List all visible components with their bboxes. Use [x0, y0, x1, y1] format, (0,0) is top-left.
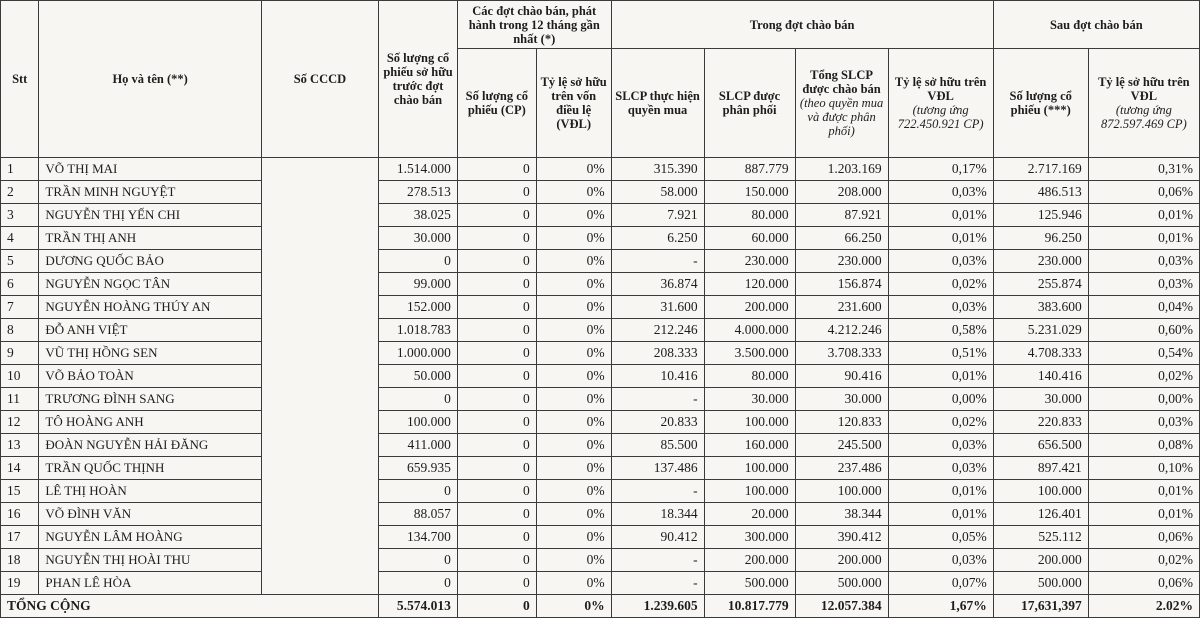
cell-ratio-after: 0,02% [1088, 365, 1199, 388]
cell-slcp-rights: 6.250 [611, 227, 704, 250]
cell-shares-before: 1.000.000 [379, 342, 458, 365]
cell-after-qty: 486.513 [993, 181, 1088, 204]
total-row [1, 595, 1200, 618]
table-row [1, 503, 1200, 526]
header-ratio-after [1088, 49, 1199, 158]
cell-slcp-alloc: 20.000 [704, 503, 795, 526]
cell-ratio-after: 0,01% [1088, 227, 1199, 250]
cell-ratio-in: 0,03% [888, 250, 993, 273]
cell-slcp-rights: 315.390 [611, 158, 704, 181]
header-total-slcp-note: (theo quyền mua và được phân phối) [799, 96, 884, 138]
table-footer [1, 595, 1200, 618]
cell-ratio-in: 0,51% [888, 342, 993, 365]
cell-prev-qty: 0 [457, 480, 536, 503]
cell-slcp-rights: 90.412 [611, 526, 704, 549]
cell-prev-ratio: 0% [536, 365, 611, 388]
table-row [1, 273, 1200, 296]
cell-stt: 6 [1, 273, 39, 296]
cell-stt: 7 [1, 296, 39, 319]
table-row [1, 365, 1200, 388]
cell-shares-before: 0 [379, 572, 458, 595]
cell-ratio-in: 0,03% [888, 434, 993, 457]
header-total-slcp [795, 49, 888, 158]
cell-slcp-rights: 58.000 [611, 181, 704, 204]
cell-cccd [261, 273, 378, 296]
cell-shares-before: 0 [379, 480, 458, 503]
cell-total-slcp: 200.000 [795, 549, 888, 572]
cell-slcp-rights: 7.921 [611, 204, 704, 227]
cell-slcp-rights: - [611, 250, 704, 273]
header-ratio-in-title: Tỷ lệ sở hữu trên VĐL [894, 75, 987, 103]
cell-name: VÕ BẢO TOÀN [39, 365, 261, 388]
total-prev-ratio: 0% [536, 595, 611, 618]
table-row [1, 319, 1200, 342]
cell-prev-ratio: 0% [536, 250, 611, 273]
cell-after-qty: 525.112 [993, 526, 1088, 549]
cell-total-slcp: 1.203.169 [795, 158, 888, 181]
cell-stt: 11 [1, 388, 39, 411]
cell-ratio-in: 0,01% [888, 365, 993, 388]
cell-after-qty: 220.833 [993, 411, 1088, 434]
cell-prev-qty: 0 [457, 158, 536, 181]
table-row [1, 549, 1200, 572]
cell-cccd [261, 457, 378, 480]
cell-shares-before: 100.000 [379, 411, 458, 434]
cell-stt: 2 [1, 181, 39, 204]
cell-total-slcp: 230.000 [795, 250, 888, 273]
cell-after-qty: 100.000 [993, 480, 1088, 503]
cell-prev-ratio: 0% [536, 388, 611, 411]
cell-ratio-after: 0,08% [1088, 434, 1199, 457]
cell-after-qty: 255.874 [993, 273, 1088, 296]
cell-name: ĐOÀN NGUYỄN HẢI ĐĂNG [39, 434, 261, 457]
cell-ratio-in: 0,03% [888, 549, 993, 572]
cell-ratio-in: 0,03% [888, 296, 993, 319]
cell-prev-ratio: 0% [536, 480, 611, 503]
cell-ratio-after: 0,02% [1088, 549, 1199, 572]
cell-prev-qty: 0 [457, 227, 536, 250]
cell-shares-before: 99.000 [379, 273, 458, 296]
header-shares-before: Số lượng cổ phiếu sở hữu trước đợt chào bán [379, 1, 458, 158]
cell-name: NGUYỄN THỊ YẾN CHI [39, 204, 261, 227]
table-header [1, 1, 1200, 158]
cell-prev-qty: 0 [457, 204, 536, 227]
cell-ratio-after: 0,10% [1088, 457, 1199, 480]
cell-total-slcp: 390.412 [795, 526, 888, 549]
cell-prev-ratio: 0% [536, 434, 611, 457]
cell-name: VŨ THỊ HỒNG SEN [39, 342, 261, 365]
cell-stt: 8 [1, 319, 39, 342]
cell-ratio-in: 0,01% [888, 227, 993, 250]
cell-ratio-in: 0,00% [888, 388, 993, 411]
cell-total-slcp: 66.250 [795, 227, 888, 250]
cell-ratio-after: 0,04% [1088, 296, 1199, 319]
total-ratio-after: 2.02% [1088, 595, 1199, 618]
header-prev-ratio: Tỷ lệ sở hữu trên vốn điều lệ (VĐL) [536, 49, 611, 158]
cell-slcp-alloc: 300.000 [704, 526, 795, 549]
cell-total-slcp: 237.486 [795, 457, 888, 480]
cell-stt: 5 [1, 250, 39, 273]
table-row [1, 480, 1200, 503]
table-row [1, 158, 1200, 181]
cell-slcp-alloc: 60.000 [704, 227, 795, 250]
cell-total-slcp: 30.000 [795, 388, 888, 411]
cell-total-slcp: 156.874 [795, 273, 888, 296]
table-row [1, 181, 1200, 204]
cell-after-qty: 4.708.333 [993, 342, 1088, 365]
total-prev-qty: 0 [457, 595, 536, 618]
header-ratio-in [888, 49, 993, 158]
cell-prev-qty: 0 [457, 342, 536, 365]
cell-stt: 14 [1, 457, 39, 480]
cell-prev-qty: 0 [457, 503, 536, 526]
total-label: TỔNG CỘNG [1, 595, 379, 618]
cell-stt: 15 [1, 480, 39, 503]
cell-after-qty: 30.000 [993, 388, 1088, 411]
cell-slcp-rights: 31.600 [611, 296, 704, 319]
cell-prev-ratio: 0% [536, 181, 611, 204]
header-after-qty: Số lượng cổ phiếu (***) [993, 49, 1088, 158]
table-row [1, 457, 1200, 480]
cell-shares-before: 411.000 [379, 434, 458, 457]
cell-cccd [261, 296, 378, 319]
cell-cccd [261, 503, 378, 526]
cell-total-slcp: 87.921 [795, 204, 888, 227]
header-prev-offers: Các đợt chào bán, phát hành trong 12 tháng gần nhất (*) [457, 1, 611, 49]
cell-ratio-in: 0,03% [888, 457, 993, 480]
cell-ratio-in: 0,02% [888, 411, 993, 434]
cell-shares-before: 278.513 [379, 181, 458, 204]
cell-ratio-in: 0,03% [888, 181, 993, 204]
cell-cccd [261, 204, 378, 227]
header-cccd: Số CCCD [261, 1, 378, 158]
cell-ratio-in: 0,05% [888, 526, 993, 549]
cell-name: ĐỖ ANH VIỆT [39, 319, 261, 342]
cell-total-slcp: 120.833 [795, 411, 888, 434]
total-after-qty: 17,631,397 [993, 595, 1088, 618]
cell-slcp-rights: - [611, 480, 704, 503]
cell-ratio-after: 0,01% [1088, 503, 1199, 526]
cell-shares-before: 88.057 [379, 503, 458, 526]
cell-slcp-rights: 212.246 [611, 319, 704, 342]
cell-cccd [261, 181, 378, 204]
cell-total-slcp: 4.212.246 [795, 319, 888, 342]
cell-name: NGUYỄN NGỌC TÂN [39, 273, 261, 296]
cell-ratio-after: 0,03% [1088, 411, 1199, 434]
cell-total-slcp: 38.344 [795, 503, 888, 526]
cell-after-qty: 96.250 [993, 227, 1088, 250]
table-row [1, 296, 1200, 319]
table-body [1, 158, 1200, 595]
cell-cccd [261, 388, 378, 411]
cell-stt: 19 [1, 572, 39, 595]
cell-ratio-in: 0,07% [888, 572, 993, 595]
cell-slcp-rights: - [611, 388, 704, 411]
cell-after-qty: 200.000 [993, 549, 1088, 572]
cell-shares-before: 152.000 [379, 296, 458, 319]
table-row [1, 411, 1200, 434]
cell-ratio-in: 0,01% [888, 480, 993, 503]
cell-after-qty: 897.421 [993, 457, 1088, 480]
cell-ratio-after: 0,06% [1088, 526, 1199, 549]
cell-prev-ratio: 0% [536, 273, 611, 296]
cell-after-qty: 230.000 [993, 250, 1088, 273]
cell-prev-qty: 0 [457, 434, 536, 457]
cell-slcp-rights: 137.486 [611, 457, 704, 480]
cell-after-qty: 125.946 [993, 204, 1088, 227]
header-slcp-alloc: SLCP được phân phối [704, 49, 795, 158]
header-prev-qty: Số lượng cổ phiếu (CP) [457, 49, 536, 158]
cell-shares-before: 0 [379, 388, 458, 411]
cell-prev-qty: 0 [457, 526, 536, 549]
cell-slcp-alloc: 4.000.000 [704, 319, 795, 342]
cell-cccd [261, 411, 378, 434]
cell-name: TRẦN MINH NGUYỆT [39, 181, 261, 204]
cell-total-slcp: 100.000 [795, 480, 888, 503]
header-slcp-rights: SLCP thực hiện quyền mua [611, 49, 704, 158]
cell-slcp-alloc: 200.000 [704, 549, 795, 572]
cell-shares-before: 38.025 [379, 204, 458, 227]
cell-after-qty: 383.600 [993, 296, 1088, 319]
cell-ratio-after: 0,03% [1088, 250, 1199, 273]
cell-ratio-after: 0,01% [1088, 204, 1199, 227]
cell-prev-qty: 0 [457, 319, 536, 342]
cell-prev-qty: 0 [457, 388, 536, 411]
cell-ratio-after: 0,54% [1088, 342, 1199, 365]
cell-prev-qty: 0 [457, 273, 536, 296]
cell-total-slcp: 231.600 [795, 296, 888, 319]
cell-cccd [261, 572, 378, 595]
cell-prev-ratio: 0% [536, 503, 611, 526]
total-ratio-in: 1,67% [888, 595, 993, 618]
cell-cccd [261, 342, 378, 365]
cell-ratio-after: 0,06% [1088, 181, 1199, 204]
cell-name: NGUYỄN LÂM HOÀNG [39, 526, 261, 549]
cell-prev-qty: 0 [457, 411, 536, 434]
cell-slcp-alloc: 30.000 [704, 388, 795, 411]
header-name: Họ và tên (**) [39, 1, 261, 158]
cell-ratio-in: 0,58% [888, 319, 993, 342]
cell-prev-qty: 0 [457, 250, 536, 273]
cell-cccd [261, 526, 378, 549]
cell-slcp-alloc: 80.000 [704, 365, 795, 388]
table-row [1, 526, 1200, 549]
header-ratio-after-title: Tỷ lệ sở hữu trên VĐL [1098, 75, 1190, 103]
cell-ratio-in: 0,17% [888, 158, 993, 181]
cell-prev-ratio: 0% [536, 457, 611, 480]
cell-slcp-rights: - [611, 549, 704, 572]
cell-total-slcp: 90.416 [795, 365, 888, 388]
cell-name: VÕ THỊ MAI [39, 158, 261, 181]
total-total: 12.057.384 [795, 595, 888, 618]
cell-slcp-rights: 20.833 [611, 411, 704, 434]
cell-prev-qty: 0 [457, 181, 536, 204]
cell-ratio-after: 0,00% [1088, 388, 1199, 411]
cell-name: TRẦN QUỐC THỊNH [39, 457, 261, 480]
cell-name: PHAN LÊ HÒA [39, 572, 261, 595]
total-alloc: 10.817.779 [704, 595, 795, 618]
cell-after-qty: 500.000 [993, 572, 1088, 595]
cell-prev-ratio: 0% [536, 526, 611, 549]
table-row [1, 250, 1200, 273]
cell-prev-ratio: 0% [536, 227, 611, 250]
cell-stt: 9 [1, 342, 39, 365]
cell-prev-qty: 0 [457, 457, 536, 480]
cell-prev-ratio: 0% [536, 158, 611, 181]
cell-shares-before: 30.000 [379, 227, 458, 250]
cell-ratio-after: 0,01% [1088, 480, 1199, 503]
cell-prev-qty: 0 [457, 296, 536, 319]
cell-slcp-alloc: 3.500.000 [704, 342, 795, 365]
cell-stt: 1 [1, 158, 39, 181]
cell-cccd [261, 434, 378, 457]
cell-slcp-alloc: 160.000 [704, 434, 795, 457]
cell-stt: 18 [1, 549, 39, 572]
cell-prev-ratio: 0% [536, 319, 611, 342]
cell-stt: 12 [1, 411, 39, 434]
cell-shares-before: 50.000 [379, 365, 458, 388]
cell-total-slcp: 500.000 [795, 572, 888, 595]
table-row [1, 388, 1200, 411]
cell-name: TRƯƠNG ĐÌNH SANG [39, 388, 261, 411]
cell-ratio-after: 0,60% [1088, 319, 1199, 342]
cell-shares-before: 1.514.000 [379, 158, 458, 181]
cell-prev-ratio: 0% [536, 411, 611, 434]
cell-stt: 3 [1, 204, 39, 227]
cell-ratio-after: 0,31% [1088, 158, 1199, 181]
header-ratio-in-note: (tương ứng 722.450.921 CP) [897, 103, 984, 131]
cell-ratio-after: 0,03% [1088, 273, 1199, 296]
cell-prev-ratio: 0% [536, 204, 611, 227]
cell-ratio-in: 0,01% [888, 204, 993, 227]
cell-prev-ratio: 0% [536, 572, 611, 595]
cell-shares-before: 659.935 [379, 457, 458, 480]
cell-slcp-alloc: 100.000 [704, 480, 795, 503]
cell-name: NGUYỄN THỊ HOÀI THU [39, 549, 261, 572]
cell-shares-before: 0 [379, 549, 458, 572]
cell-cccd [261, 227, 378, 250]
cell-shares-before: 134.700 [379, 526, 458, 549]
cell-slcp-rights: 85.500 [611, 434, 704, 457]
cell-slcp-alloc: 500.000 [704, 572, 795, 595]
cell-slcp-rights: 10.416 [611, 365, 704, 388]
cell-after-qty: 126.401 [993, 503, 1088, 526]
cell-after-qty: 5.231.029 [993, 319, 1088, 342]
cell-name: LÊ THỊ HOÀN [39, 480, 261, 503]
cell-slcp-alloc: 887.779 [704, 158, 795, 181]
cell-after-qty: 2.717.169 [993, 158, 1088, 181]
cell-name: TÔ HOÀNG ANH [39, 411, 261, 434]
header-stt: Stt [1, 1, 39, 158]
table-row [1, 434, 1200, 457]
cell-total-slcp: 3.708.333 [795, 342, 888, 365]
cell-slcp-alloc: 100.000 [704, 457, 795, 480]
table-row [1, 204, 1200, 227]
header-after-offer: Sau đợt chào bán [993, 1, 1199, 49]
cell-prev-qty: 0 [457, 549, 536, 572]
cell-cccd [261, 250, 378, 273]
table-row [1, 227, 1200, 250]
cell-name: DƯƠNG QUỐC BẢO [39, 250, 261, 273]
table-row [1, 572, 1200, 595]
cell-name: VÕ ĐÌNH VĂN [39, 503, 261, 526]
total-before: 5.574.013 [379, 595, 458, 618]
cell-cccd [261, 549, 378, 572]
cell-ratio-in: 0,01% [888, 503, 993, 526]
cell-slcp-alloc: 80.000 [704, 204, 795, 227]
cell-prev-ratio: 0% [536, 342, 611, 365]
cell-shares-before: 0 [379, 250, 458, 273]
cell-name: NGUYỄN HOÀNG THÚY AN [39, 296, 261, 319]
cell-slcp-rights: 36.874 [611, 273, 704, 296]
cell-slcp-alloc: 150.000 [704, 181, 795, 204]
cell-name: TRẦN THỊ ANH [39, 227, 261, 250]
table-row [1, 342, 1200, 365]
header-ratio-after-note: (tương ứng 872.597.469 CP) [1100, 103, 1187, 131]
cell-slcp-alloc: 100.000 [704, 411, 795, 434]
cell-total-slcp: 208.000 [795, 181, 888, 204]
cell-prev-ratio: 0% [536, 549, 611, 572]
header-total-slcp-title: Tổng SLCP được chào bán [802, 68, 881, 96]
cell-after-qty: 656.500 [993, 434, 1088, 457]
cell-cccd [261, 365, 378, 388]
cell-ratio-in: 0,02% [888, 273, 993, 296]
cell-cccd [261, 319, 378, 342]
cell-cccd [261, 480, 378, 503]
cell-prev-qty: 0 [457, 365, 536, 388]
cell-slcp-alloc: 120.000 [704, 273, 795, 296]
cell-slcp-rights: - [611, 572, 704, 595]
cell-prev-qty: 0 [457, 572, 536, 595]
cell-stt: 13 [1, 434, 39, 457]
cell-slcp-alloc: 200.000 [704, 296, 795, 319]
cell-stt: 16 [1, 503, 39, 526]
cell-slcp-rights: 208.333 [611, 342, 704, 365]
cell-stt: 17 [1, 526, 39, 549]
total-rights: 1.239.605 [611, 595, 704, 618]
cell-cccd [261, 158, 378, 181]
cell-ratio-after: 0,06% [1088, 572, 1199, 595]
cell-slcp-alloc: 230.000 [704, 250, 795, 273]
header-in-offer: Trong đợt chào bán [611, 1, 993, 49]
cell-after-qty: 140.416 [993, 365, 1088, 388]
cell-shares-before: 1.018.783 [379, 319, 458, 342]
cell-prev-ratio: 0% [536, 296, 611, 319]
cell-total-slcp: 245.500 [795, 434, 888, 457]
cell-slcp-rights: 18.344 [611, 503, 704, 526]
cell-stt: 4 [1, 227, 39, 250]
cell-stt: 10 [1, 365, 39, 388]
